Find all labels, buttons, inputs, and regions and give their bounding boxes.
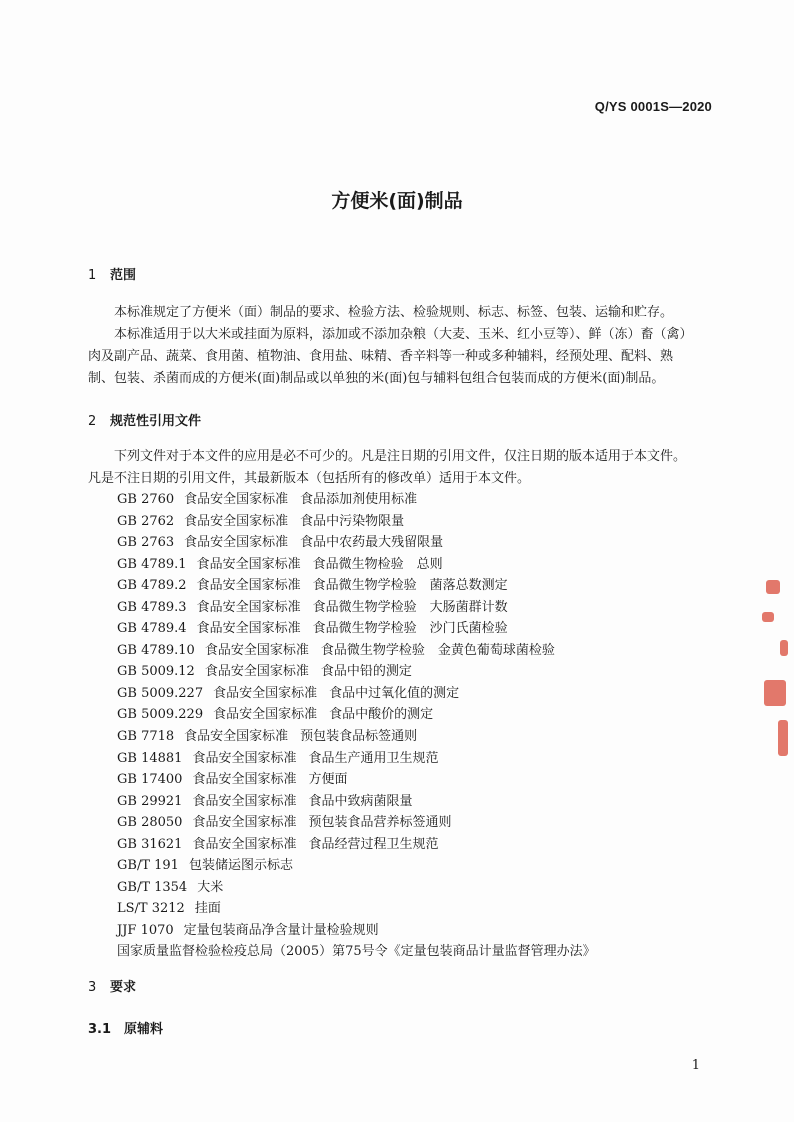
reference-title: 包装储运图示标志: [188, 858, 293, 874]
reference-title: 食品安全国家标准: [184, 513, 289, 529]
reference-title: 定量包装商品净含量计量检验规则: [183, 922, 379, 938]
reference-code: GB 28050: [117, 815, 183, 831]
reference-code: GB 2763: [117, 535, 175, 551]
reference-item: [117, 834, 596, 856]
reference-title: 食品安全国家标准: [213, 685, 318, 701]
reference-title: 食品安全国家标准: [192, 836, 297, 852]
reference-item: [117, 575, 596, 597]
reference-item: [117, 726, 596, 748]
reference-item: [117, 489, 596, 511]
reference-title: 食品安全国家标准: [192, 793, 297, 809]
text-line: 制、包装、杀菌而成的方便米(面)制品或以单独的米(面)包与辅料包组合包装而成的方便米(面)制品。: [88, 371, 665, 386]
reference-title: 食品安全国家标准: [204, 664, 309, 680]
reference-item: [117, 877, 596, 899]
page-number: 1: [691, 1058, 700, 1073]
reference-title: 食品安全国家标准: [184, 729, 289, 745]
reference-title: 大米: [197, 879, 224, 895]
reference-subtitle: 食品经营过程卫生规范: [308, 836, 439, 852]
section-title: 范围: [110, 268, 137, 283]
reference-subtitle: 食品中铅的测定: [320, 664, 412, 680]
seal-fragment: [762, 612, 774, 622]
reference-code: GB 17400: [117, 772, 183, 788]
reference-item: [117, 898, 596, 920]
reference-item: [117, 704, 596, 726]
reference-code: GB 5009.227: [117, 685, 204, 701]
reference-item: [117, 683, 596, 705]
reference-code: GB 5009.229: [117, 707, 204, 723]
reference-code: GB 4789.2: [117, 578, 187, 594]
reference-item: [117, 640, 596, 662]
reference-subtitle: 食品生产通用卫生规范: [308, 750, 439, 766]
reference-title: 食品安全国家标准: [213, 707, 318, 723]
reference-item: [117, 791, 596, 813]
seal-fragment: [764, 680, 786, 706]
section-2-heading: [88, 410, 201, 429]
reference-subtitle: 方便面: [308, 772, 348, 788]
references-intro: [88, 446, 712, 490]
reference-title: 食品安全国家标准: [196, 599, 301, 615]
section-3-1-heading: [88, 1018, 163, 1037]
section-1-heading: [88, 264, 136, 283]
reference-list: [117, 489, 596, 963]
reference-code: GB 4789.3: [117, 599, 187, 615]
reference-code: GB 31621: [117, 836, 183, 852]
reference-item: [117, 769, 596, 791]
reference-subtitle: 食品添加剂使用标准: [300, 492, 418, 507]
reference-code: JJF 1070: [117, 922, 174, 938]
reference-code: GB 14881: [117, 750, 183, 766]
document-title: 方便米(面)制品: [331, 190, 463, 212]
reference-code: GB 5009.12: [117, 664, 195, 680]
applicability-paragraph: [88, 324, 712, 390]
reference-item: [117, 812, 596, 834]
reference-title: 食品安全国家标准: [196, 621, 301, 637]
seal-fragment: [778, 720, 788, 756]
reference-title: 食品安全国家标准: [184, 492, 289, 507]
reference-item: [117, 532, 596, 554]
reference-item: [117, 661, 596, 683]
text-line: 肉及副产品、蔬菜、食用菌、植物油、食用盐、味精、香辛料等一种或多种辅料，经预处理、配料、熟: [88, 349, 674, 364]
section-number: 3.1: [88, 1022, 112, 1037]
reference-subtitle: 食品微生物学检验 大肠菌群计数: [312, 599, 508, 615]
reference-code: GB/T 191: [117, 858, 179, 874]
section-title: 规范性引用文件: [110, 414, 202, 429]
reference-item: [117, 554, 596, 576]
reference-title: 食品安全国家标准: [196, 556, 301, 572]
reference-subtitle: 食品微生物学检验 沙门氏菌检验: [312, 621, 508, 637]
reference-subtitle: 食品微生物学检验 金黄色葡萄球菌检验: [320, 642, 555, 658]
reference-subtitle: 食品微生物检验 总则: [312, 556, 443, 572]
reference-title: 食品安全国家标准: [192, 772, 297, 788]
section-3-heading: [88, 976, 136, 995]
reference-subtitle: 食品中污染物限量: [300, 513, 405, 529]
section-number: 3: [88, 980, 97, 995]
reference-item: [117, 748, 596, 770]
reference-code: GB 29921: [117, 793, 183, 809]
reference-title: 食品安全国家标准: [196, 578, 301, 594]
text-line: 本标准适用于以大米或挂面为原料，添加或不添加杂粮（大麦、玉米、红小豆等）、鲜（冻）畜（禽）: [114, 327, 693, 342]
text-line: 下列文件对于本文件的应用是必不可少的。凡是注日期的引用文件，仅注日期的版本适用于本文件。: [114, 449, 687, 464]
text-line: 凡是不注日期的引用文件，其最新版本（包括所有的修改单）适用于本文件。: [88, 471, 531, 486]
reference-item: [117, 920, 596, 942]
reference-code: GB 2760: [117, 492, 175, 507]
reference-title: 食品安全国家标准: [204, 642, 309, 658]
reference-subtitle: 食品微生物学检验 菌落总数测定: [312, 578, 508, 594]
section-number: 2: [88, 414, 97, 429]
section-title: 原辅料: [124, 1022, 164, 1037]
reference-item: [117, 941, 596, 963]
reference-title: 食品安全国家标准: [192, 815, 297, 831]
section-title: 要求: [110, 980, 137, 995]
reference-item: [117, 597, 596, 619]
reference-title: 食品安全国家标准: [192, 750, 297, 766]
reference-subtitle: 食品中农药最大残留限量: [300, 535, 444, 551]
scope-paragraph: [88, 302, 712, 324]
reference-item: [117, 511, 596, 533]
reference-item: [117, 855, 596, 877]
reference-title: 挂面: [194, 901, 221, 917]
reference-code: GB 7718: [117, 729, 175, 745]
reference-code: LS/T 3212: [117, 901, 185, 917]
reference-subtitle: 预包装食品标签通则: [300, 729, 418, 745]
reference-code: GB 2762: [117, 513, 175, 529]
standard-code: Q/YS 0001S—2020: [594, 99, 712, 114]
reference-subtitle: 预包装食品营养标签通则: [308, 815, 452, 831]
reference-title: 国家质量监督检验检疫总局（2005）第75号令《定量包装商品计量监督管理办法》: [117, 944, 596, 960]
section-number: 1: [88, 268, 97, 283]
reference-code: GB 4789.4: [117, 621, 187, 637]
reference-title: 食品安全国家标准: [184, 535, 289, 551]
reference-code: GB 4789.10: [117, 642, 195, 658]
reference-code: GB/T 1354: [117, 879, 188, 895]
text-line: 本标准规定了方便米（面）制品的要求、检验方法、检验规则、标志、标签、包装、运输和贮存。: [114, 305, 674, 320]
reference-subtitle: 食品中过氧化值的测定: [329, 685, 460, 701]
seal-fragment: [780, 640, 788, 656]
seal-fragment: [766, 580, 780, 594]
reference-code: GB 4789.1: [117, 556, 187, 572]
reference-subtitle: 食品中致病菌限量: [308, 793, 413, 809]
reference-item: [117, 618, 596, 640]
reference-subtitle: 食品中酸价的测定: [329, 707, 434, 723]
